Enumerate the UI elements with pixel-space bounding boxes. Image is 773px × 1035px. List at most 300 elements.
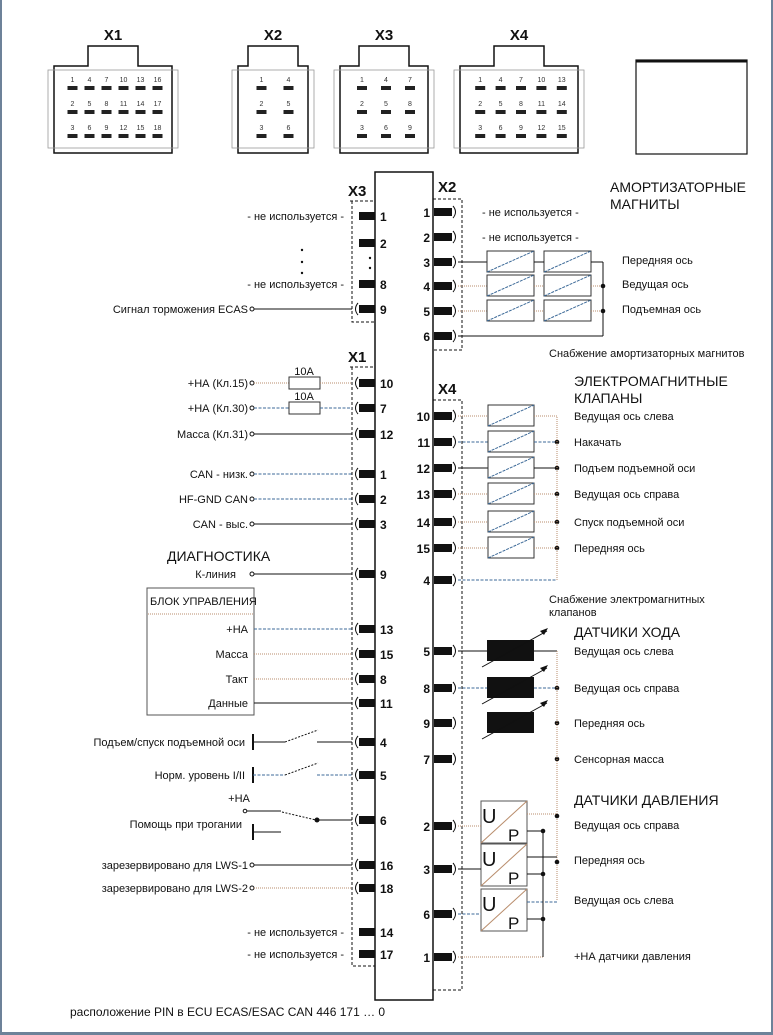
pin-number: 7: [104, 77, 109, 84]
connector-label-x2: X2: [438, 179, 457, 196]
fuse-rating: 10A: [294, 366, 314, 378]
control-block-signal: +НА: [226, 624, 248, 636]
pin-contact: [434, 332, 452, 340]
pin-slot: [136, 134, 146, 138]
signal-label: зарезервировано для LWS-2: [101, 883, 248, 895]
pin-number: 6: [423, 330, 430, 344]
signal-label: Масса (Кл.31): [176, 429, 248, 441]
pin-number: 2: [423, 231, 430, 245]
pin-number: 4: [380, 736, 387, 750]
valve-label: Передняя ось: [574, 543, 645, 555]
pin-slot: [119, 134, 129, 138]
pin-number: 1: [360, 77, 364, 84]
connector-title: X3: [374, 27, 394, 44]
pin-number: 1: [423, 951, 430, 965]
connector-x3: [334, 27, 434, 153]
diagram-caption: расположение PIN в ECU ECAS/ESAC CAN 446 171 … 0: [70, 1005, 386, 1019]
pin-slot: [68, 110, 78, 114]
pressure-symbol-u: U: [482, 806, 497, 828]
pin-contact: [359, 884, 375, 892]
pin-number: 11: [537, 101, 546, 108]
valve-label: Ведущая ось справа: [574, 489, 680, 501]
pin-number: 2: [259, 101, 264, 108]
pin-contact: [359, 928, 375, 936]
pin-contact: [434, 490, 452, 498]
ellipsis-dot: [369, 257, 371, 259]
pin-slot: [257, 86, 267, 90]
pin-number: 14: [380, 926, 394, 940]
pin-socket: [356, 623, 359, 635]
magnet-label: Подъемная ось: [622, 304, 702, 316]
pin-socket: [356, 697, 359, 709]
pin-number: 2: [478, 101, 483, 108]
coil-symbol: [488, 457, 534, 478]
pin-socket: [356, 882, 359, 894]
pin-number: 13: [557, 77, 566, 84]
pin-number: 1: [423, 206, 430, 220]
pin-contact: [434, 684, 452, 692]
terminal: [250, 522, 254, 526]
pin-contact: [359, 520, 375, 528]
terminal: [250, 307, 254, 311]
pin-slot: [405, 134, 415, 138]
pin-socket: [356, 673, 359, 685]
pin-socket: [453, 436, 456, 448]
connector-group-x4: [433, 400, 462, 990]
pin-number: 14: [416, 516, 430, 530]
shock-magnets-supply-label: Снабжение амортизаторных магнитов: [549, 348, 745, 360]
pin-number: 5: [380, 769, 387, 783]
pressure-symbol-u: U: [482, 894, 497, 916]
unused-label: - не используется -: [247, 949, 344, 961]
connector-title: X1: [103, 27, 123, 44]
switch-label: Помощь при трогании: [129, 819, 242, 831]
pressure-symbol-p: P: [508, 914, 520, 933]
pin-contact: [359, 280, 375, 288]
pin-contact: [434, 208, 452, 216]
pin-contact: [434, 953, 452, 961]
coil-symbol: [487, 251, 534, 272]
pin-number: 12: [119, 125, 128, 132]
connector-title: X2: [263, 27, 283, 44]
pin-socket: [453, 256, 456, 268]
pin-socket: [356, 769, 359, 781]
pin-number: 8: [380, 278, 387, 292]
pin-socket: [356, 402, 359, 414]
coil-symbol: [544, 251, 591, 272]
pin-slot: [136, 86, 146, 90]
signal-label: CAN - выс.: [192, 519, 248, 531]
pin-number: 12: [537, 125, 546, 132]
pin-number: 15: [557, 125, 566, 132]
pin-contact: [359, 430, 375, 438]
shock-magnets-heading: АМОРТИЗАТОРНЫЕ: [610, 179, 746, 195]
pin-contact: [359, 570, 375, 578]
pin-socket: [356, 736, 359, 748]
pin-slot: [475, 86, 485, 90]
switch-contact: [285, 763, 318, 775]
pin-slot: [257, 134, 267, 138]
pin-slot: [557, 134, 567, 138]
pin-socket: [453, 717, 456, 729]
pin-number: 10: [380, 377, 394, 391]
pin-contact: [359, 675, 375, 683]
pin-slot: [475, 110, 485, 114]
pin-number: 13: [416, 488, 430, 502]
connector-x2: [232, 27, 314, 153]
pin-number: 10: [416, 410, 430, 424]
pin-slot: [153, 110, 163, 114]
pin-number: 1: [70, 77, 75, 84]
terminal: [250, 886, 254, 890]
pin-slot: [119, 110, 129, 114]
pin-slot: [68, 86, 78, 90]
pin-socket: [453, 574, 456, 586]
pin-slot: [357, 110, 367, 114]
pin-slot: [136, 110, 146, 114]
pin-number: 4: [423, 574, 430, 588]
pin-slot: [516, 86, 526, 90]
pin-contact: [359, 212, 375, 220]
pin-number: 5: [423, 645, 430, 659]
pin-number: 3: [380, 518, 387, 532]
connector-housing: [238, 46, 308, 153]
pin-contact: [359, 699, 375, 707]
pin-slot: [516, 134, 526, 138]
pin-contact: [359, 771, 375, 779]
travel-sensor-label: Сенсорная масса: [574, 754, 664, 766]
pin-slot: [496, 86, 506, 90]
signal-label: зарезервировано для LWS-1: [101, 860, 248, 872]
valves-supply-label: Снабжение электромагнитных: [549, 594, 705, 606]
switch-contact: [285, 730, 318, 742]
pin-socket: [356, 518, 359, 530]
pin-slot: [119, 86, 129, 90]
pin-slot: [475, 134, 485, 138]
pin-number: 1: [380, 468, 387, 482]
coil-symbol: [487, 275, 534, 296]
connector-label-x1: X1: [348, 349, 367, 366]
pin-socket: [356, 568, 359, 580]
ellipsis-dot: [369, 267, 371, 269]
terminal: [243, 809, 247, 813]
pin-number: 4: [498, 77, 503, 84]
pin-contact: [359, 738, 375, 746]
blank-box: [636, 60, 747, 154]
pin-number: 2: [360, 101, 364, 108]
pin-number: 6: [498, 125, 503, 132]
pin-contact: [434, 719, 452, 727]
coil-symbol: [544, 300, 591, 321]
connector-outline: [232, 70, 314, 148]
pin-number: 8: [104, 101, 109, 108]
travel-sensor-label: Ведущая ось справа: [574, 683, 680, 695]
pin-number: 3: [259, 125, 264, 132]
pin-socket: [453, 305, 456, 317]
magnet-label: Передняя ось: [622, 255, 693, 267]
unused-label: - не используется -: [482, 232, 579, 244]
pin-contact: [434, 544, 452, 552]
pin-socket: [453, 231, 456, 243]
pin-contact: [434, 258, 452, 266]
pin-number: 3: [478, 125, 483, 132]
coil-symbol: [488, 483, 534, 504]
pin-contact: [434, 755, 452, 763]
coil-symbol: [487, 300, 534, 321]
pin-number: 11: [417, 436, 430, 450]
pin-slot: [284, 110, 294, 114]
pin-number: 15: [380, 648, 394, 662]
wiring-diagram: [2, 0, 773, 1035]
pin-slot: [381, 110, 391, 114]
pressure-symbol-p: P: [508, 869, 520, 888]
pin-contact: [359, 650, 375, 658]
pin-number: 13: [380, 623, 394, 637]
travel-sensor: [487, 712, 534, 733]
pin-contact: [359, 239, 375, 247]
valves-supply-label: клапанов: [549, 607, 597, 619]
pin-number: 5: [498, 101, 503, 108]
pin-number: 17: [380, 948, 394, 962]
pressure-sensor-label: Ведущая ось справа: [574, 820, 680, 832]
pin-socket: [453, 330, 456, 342]
pin-number: 2: [423, 820, 430, 834]
pin-contact: [359, 950, 375, 958]
pin-number: 2: [70, 101, 75, 108]
pin-slot: [153, 86, 163, 90]
pin-number: 11: [119, 101, 128, 108]
terminal: [250, 406, 254, 410]
pin-slot: [153, 134, 163, 138]
pin-number: 5: [87, 101, 92, 108]
pin-contact: [434, 576, 452, 584]
pin-contact: [434, 412, 452, 420]
pin-slot: [102, 134, 112, 138]
pin-slot: [536, 110, 546, 114]
shock-magnets-heading: МАГНИТЫ: [610, 196, 680, 212]
terminal: [250, 497, 254, 501]
magnet-label: Ведущая ось: [622, 279, 689, 291]
pin-number: 14: [557, 101, 566, 108]
pin-slot: [68, 134, 78, 138]
fuse: [289, 377, 320, 389]
unused-label: - не используется -: [247, 279, 344, 291]
junction: [555, 860, 560, 865]
pin-number: 5: [384, 101, 388, 108]
pin-number: 17: [153, 101, 162, 108]
connector-group-x2: [433, 199, 462, 350]
pin-number: 9: [380, 568, 387, 582]
pin-number: 9: [519, 125, 523, 132]
pin-socket: [453, 908, 456, 920]
pin-number: 5: [423, 305, 430, 319]
pin-slot: [257, 110, 267, 114]
pin-number: 1: [259, 77, 264, 84]
pin-number: 8: [408, 101, 412, 108]
signal-label: CAN - низк.: [189, 469, 248, 481]
valve-label: Ведущая ось слева: [574, 411, 674, 423]
pin-contact: [359, 404, 375, 412]
connector-label-x4: X4: [438, 381, 457, 398]
pin-socket: [453, 206, 456, 218]
pin-slot: [381, 134, 391, 138]
pin-number: 12: [380, 428, 394, 442]
connector-group-x1: [350, 367, 375, 966]
pin-number: 3: [70, 125, 75, 132]
pin-number: 15: [136, 125, 145, 132]
ellipsis-dot: [301, 261, 303, 263]
pressure-sensor-label: Ведущая ось слева: [574, 895, 674, 907]
pin-number: 2: [380, 237, 387, 251]
pin-number: 7: [408, 77, 412, 84]
pin-socket: [356, 859, 359, 871]
pin-number: 2: [380, 493, 387, 507]
valve-label: Подъем подъемной оси: [574, 463, 696, 475]
pin-number: 3: [423, 256, 430, 270]
pin-number: 7: [519, 77, 523, 84]
pin-number: 8: [380, 673, 387, 687]
pin-number: 9: [423, 717, 430, 731]
valves-heading: КЛАПАНЫ: [574, 390, 643, 406]
pin-slot: [381, 86, 391, 90]
pin-socket: [453, 682, 456, 694]
pin-number: 6: [384, 125, 388, 132]
terminal: [250, 432, 254, 436]
pressure-sensor-label: Передняя ось: [574, 855, 645, 867]
pin-socket: [356, 377, 359, 389]
pin-slot: [516, 110, 526, 114]
valves-heading: ЭЛЕКТРОМАГНИТНЫЕ: [574, 373, 728, 389]
pin-number: 4: [87, 77, 92, 84]
pin-contact: [359, 861, 375, 869]
pin-socket: [453, 542, 456, 554]
coil-symbol: [488, 511, 534, 532]
coil-symbol: [488, 405, 534, 426]
terminal: [250, 472, 254, 476]
pin-slot: [85, 86, 95, 90]
control-block-signal: Данные: [208, 698, 248, 710]
control-block-signal: Масса: [215, 649, 248, 661]
pin-number: 9: [380, 303, 387, 317]
pin-socket: [453, 753, 456, 765]
pin-slot: [405, 110, 415, 114]
pin-contact: [434, 233, 452, 241]
travel-sensor: [487, 640, 534, 661]
pin-number: 4: [423, 280, 430, 294]
pin-socket: [356, 303, 359, 315]
pin-socket: [356, 493, 359, 505]
pin-socket: [453, 951, 456, 963]
pin-slot: [102, 110, 112, 114]
pin-number: 7: [423, 753, 430, 767]
travel-sensor-label: Ведущая ось слева: [574, 646, 674, 658]
unused-label: - не используется -: [247, 211, 344, 223]
pin-number: 18: [380, 882, 394, 896]
pin-number: 16: [380, 859, 394, 873]
pin-socket: [356, 428, 359, 440]
pin-contact: [359, 625, 375, 633]
pin-contact: [359, 816, 375, 824]
travel-sensors-heading: ДАТЧИКИ ХОДА: [574, 624, 681, 640]
pin-slot: [536, 134, 546, 138]
pin-number: 1: [380, 210, 387, 224]
pin-slot: [557, 110, 567, 114]
coil-symbol: [544, 275, 591, 296]
control-block-signal: Такт: [225, 674, 248, 686]
pin-number: 10: [537, 77, 546, 84]
connector-x4: [454, 27, 584, 153]
pin-contact: [434, 910, 452, 918]
pin-number: 6: [380, 814, 387, 828]
pin-slot: [85, 134, 95, 138]
coil-symbol: [488, 537, 534, 558]
switch-label: Норм. уровень I/II: [154, 770, 245, 782]
supply-label: +НА: [228, 793, 250, 805]
pin-number: 3: [423, 863, 430, 877]
pin-socket: [453, 645, 456, 657]
pin-number: 4: [384, 77, 388, 84]
pin-contact: [359, 470, 375, 478]
fuse-rating: 10A: [294, 391, 314, 403]
ellipsis-dot: [301, 272, 303, 274]
pressure-symbol-p: P: [508, 826, 520, 845]
pin-contact: [434, 822, 452, 830]
unused-label: - не используется -: [482, 207, 579, 219]
pin-socket: [453, 280, 456, 292]
valve-label: Спуск подъемной оси: [574, 517, 685, 529]
connector-label-x3: X3: [348, 183, 367, 200]
coil-symbol: [488, 431, 534, 452]
signal-label: +НА (Кл.15): [187, 378, 248, 390]
pin-number: 6: [423, 908, 430, 922]
pin-number: 11: [380, 697, 393, 711]
pin-socket: [453, 863, 456, 875]
pin-contact: [359, 495, 375, 503]
pin-number: 9: [408, 125, 412, 132]
pin-slot: [102, 86, 112, 90]
pin-number: 12: [416, 462, 430, 476]
signal-label: К-линия: [195, 569, 236, 581]
pin-number: 16: [153, 77, 162, 84]
pin-contact: [434, 307, 452, 315]
pin-number: 13: [136, 77, 145, 84]
pin-slot: [405, 86, 415, 90]
pin-socket: [356, 648, 359, 660]
connector-title: X4: [509, 27, 529, 44]
pin-socket: [453, 516, 456, 528]
pin-socket: [453, 462, 456, 474]
pin-slot: [357, 86, 367, 90]
signal-label: Сигнал торможения ECAS: [112, 304, 248, 316]
control-block-title: БЛОК УПРАВЛЕНИЯ: [150, 596, 257, 608]
pin-socket: [453, 488, 456, 500]
pin-number: 6: [87, 125, 92, 132]
pin-slot: [284, 134, 294, 138]
pin-contact: [434, 865, 452, 873]
terminal: [250, 863, 254, 867]
pin-slot: [496, 110, 506, 114]
pin-number: 8: [519, 101, 523, 108]
pressure-sensor-label: +НА датчики давления: [574, 951, 691, 963]
pin-number: 5: [286, 101, 291, 108]
pin-slot: [536, 86, 546, 90]
connector-x1: [48, 27, 178, 153]
pin-slot: [496, 134, 506, 138]
pin-number: 8: [423, 682, 430, 696]
pin-number: 15: [416, 542, 430, 556]
pin-slot: [357, 134, 367, 138]
pin-socket: [356, 468, 359, 480]
